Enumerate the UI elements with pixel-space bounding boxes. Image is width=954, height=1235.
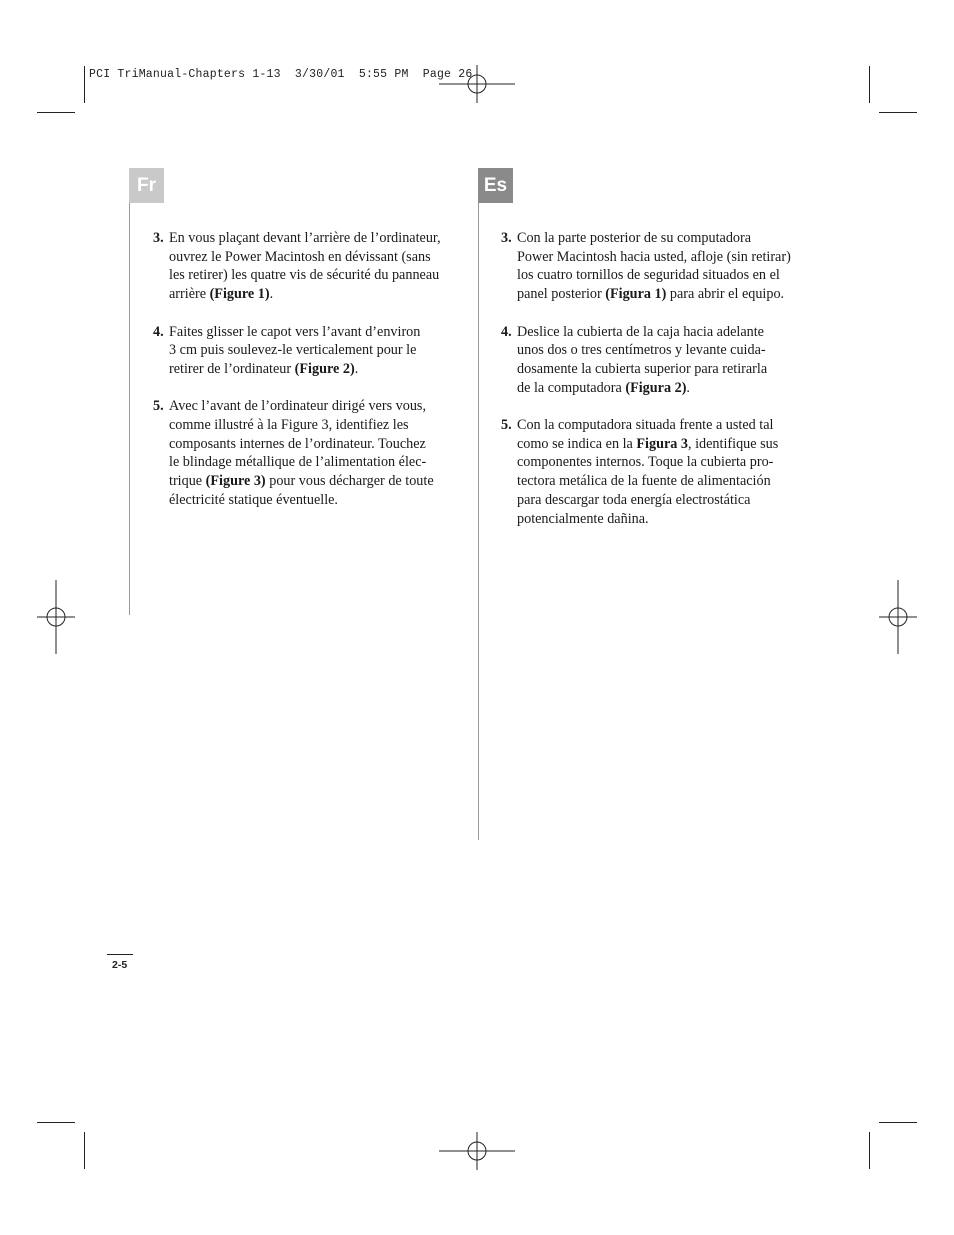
step-text-line: para descargar toda energía electrostática	[517, 491, 751, 508]
step-4	[153, 323, 453, 379]
step-3	[153, 229, 453, 304]
step-5	[501, 416, 801, 528]
step-text-line: Con la computadora situada frente a usted tal	[517, 417, 774, 433]
step-text-line: panel posterior (Figura 1) para abrir el equipo.	[517, 286, 785, 303]
registration-mark-icon	[37, 580, 75, 654]
step-text-line: unos dos o tres centímetros y levante cuida-	[517, 342, 766, 359]
step-text-line: composants internes de l’ordinateur. Touchez	[169, 435, 426, 452]
language-tab-french: Fr	[129, 168, 164, 203]
step-text-line: Power Macintosh hacia usted, afloje (sin retirar)	[517, 248, 791, 265]
step-text-line: tectora metálica de la fuente de alimentación	[517, 473, 771, 490]
registration-mark-icon	[439, 1132, 515, 1170]
step-text-line: ouvrez le Power Macintosh en dévissant (sans	[169, 248, 431, 265]
step-text-line: dosamente la cubierta superior para retirarla	[517, 360, 768, 377]
figure-reference: (Figure 3)	[205, 473, 266, 490]
column-rule-spanish	[478, 203, 479, 840]
page-number: 2-5	[112, 959, 128, 971]
step-text-line: comme illustré à la Figure 3, identifiez les	[169, 417, 409, 433]
crop-mark	[37, 1122, 75, 1123]
crop-mark	[84, 1132, 85, 1169]
step-text-line: los cuatro tornillos de seguridad situados en el	[517, 267, 780, 284]
step-number: 5.	[501, 417, 512, 433]
step-text-line: como se indica en la Figura 3, identifique sus	[517, 435, 779, 452]
french-column	[153, 229, 453, 528]
step-text-line: Deslice la cubierta de la caja hacia adelante	[517, 323, 764, 340]
figure-reference: (Figura 1)	[605, 286, 667, 303]
crop-mark	[879, 1122, 917, 1123]
crop-mark	[869, 66, 870, 103]
step-number: 5.	[153, 398, 164, 415]
step-text-line: Faites glisser le capot vers l’avant d’environ	[169, 323, 421, 340]
crop-mark	[879, 112, 917, 113]
crop-mark	[869, 1132, 870, 1169]
step-text-line: componentes internos. Toque la cubierta pro-	[517, 454, 774, 471]
folio-rule	[107, 954, 133, 955]
step-text-line: Avec l’avant de l’ordinateur dirigé vers vous,	[169, 398, 426, 415]
step-text-line: le blindage métallique de l’alimentation élec-	[169, 454, 427, 471]
figure-reference: (Figura 2)	[625, 379, 687, 396]
crop-mark	[84, 66, 85, 103]
step-number: 3.	[153, 230, 164, 246]
step-5	[153, 397, 453, 509]
column-rule-french	[129, 203, 130, 615]
registration-mark-icon	[439, 65, 515, 103]
step-3	[501, 229, 801, 304]
print-slug-line: PCI TriManual-Chapters 1-13 3/30/01 5:55 PM Page 26	[89, 68, 473, 81]
step-number: 3.	[501, 230, 512, 246]
step-number: 4.	[153, 323, 164, 340]
step-text-line: de la computadora (Figura 2).	[517, 379, 690, 396]
step-text-line: arrière (Figure 1).	[169, 286, 274, 303]
step-text-line: 3 cm puis soulevez-le verticalement pour le	[169, 342, 417, 359]
step-number: 4.	[501, 323, 512, 340]
step-text-line: potencialmente dañina.	[517, 510, 649, 527]
step-text-line: En vous plaçant devant l’arrière de l’ordinateur,	[169, 230, 441, 246]
spanish-column	[501, 229, 801, 547]
figure-reference: (Figure 2)	[294, 360, 355, 377]
step-text-line: Con la parte posterior de su computadora	[517, 230, 752, 246]
crop-mark	[37, 112, 75, 113]
step-text-line: trique (Figure 3) pour vous décharger de toute	[169, 473, 434, 490]
language-tab-spanish: Es	[478, 168, 513, 203]
step-text-line: les retirer) les quatre vis de sécurité du panneau	[169, 267, 440, 284]
figure-reference: Figura 3	[636, 435, 688, 452]
registration-mark-icon	[879, 580, 917, 654]
step-4	[501, 323, 801, 398]
figure-reference: (Figure 1)	[209, 286, 270, 303]
step-text-line: retirer de l’ordinateur (Figure 2).	[169, 360, 359, 377]
step-text-line: électricité statique éventuelle.	[169, 491, 338, 508]
